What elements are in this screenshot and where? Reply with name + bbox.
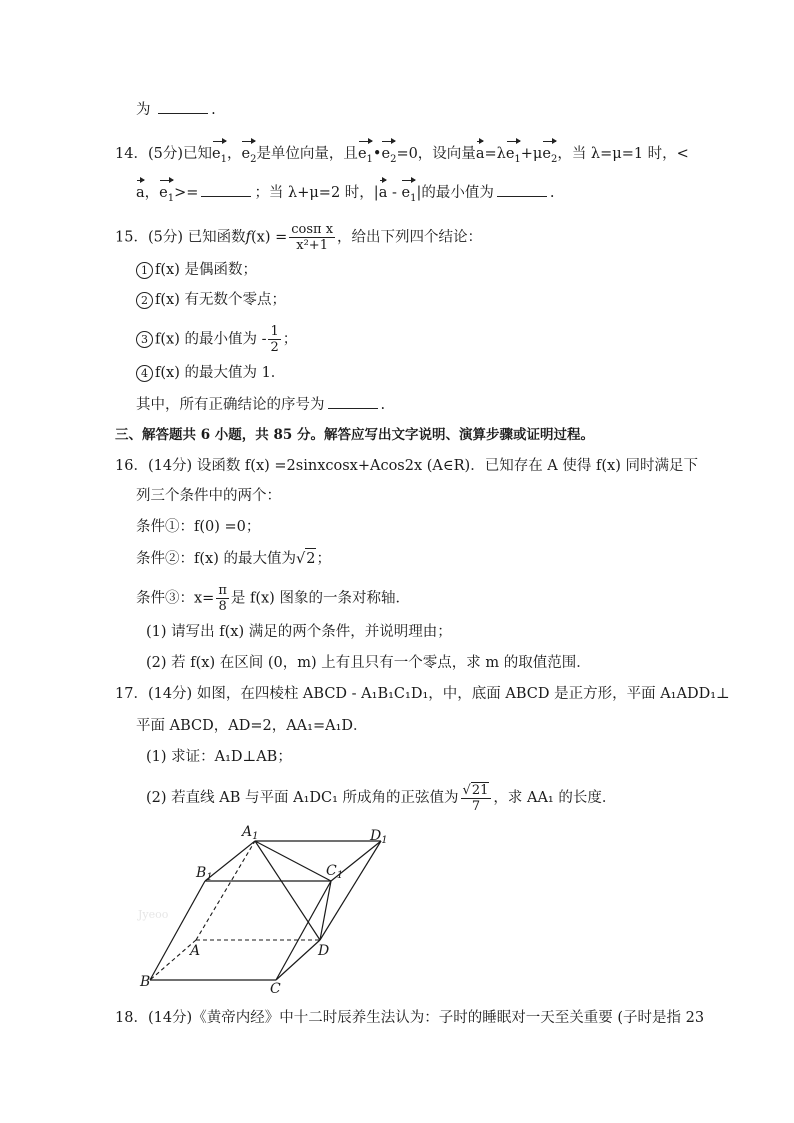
label-B: B (140, 974, 151, 990)
section-heading: 三、解答题共 6 小题，共 85 分。解答应写出文字说明、演算步骤或证明过程。 (115, 427, 594, 443)
q15-question: 其中，所有正确结论的序号为 . (136, 397, 386, 413)
vector-e1: $e_1$ (401, 177, 416, 209)
vector-e2: $e_2$ (542, 138, 557, 170)
vector-e1: $e_1$ (506, 138, 521, 170)
label-C: C (270, 981, 281, 995)
vector-a: a (476, 138, 485, 164)
function-fraction: $\frac{\text{cosπ x}}{\text{x²+1}}$ (291, 222, 334, 253)
q15-conclusion-2: 2 f(x) 有无数个零点； (136, 290, 286, 310)
q17-line-1: 17．(14分) 如图，在四棱柱 ABCD - A₁B₁C₁D₁，中，底面 ABCD 是正方形，平面 A₁ADD₁⊥ (115, 686, 730, 702)
label-A1: $A_1$ (242, 824, 259, 842)
label-B1: $B_1$ (196, 865, 213, 883)
q18-line-1: 18．(14分)《黄帝内经》中十二时辰养生法认为：子时的睡眠对一天至关重要 (子时是指 23 (115, 1010, 705, 1026)
q16-condition-2: 条件②：f(x) 的最大值为√2； (136, 548, 331, 569)
prism-figure (130, 820, 400, 995)
q15-conclusion-4: 4 f(x) 的最大值为 1． (136, 363, 285, 383)
fraction-pi-8: $\frac{\pi}{8}$ (218, 583, 227, 614)
vector-a: a (379, 177, 388, 203)
q14-line-2: a，$e_1>=$ ；当 λ+μ=2 时，$|a - e_1|$的最小值为 . (136, 177, 554, 209)
circled-number-2: 2 (136, 292, 153, 309)
vector-a: a (136, 177, 145, 203)
answer-blank (158, 101, 208, 114)
circled-number-4: 4 (136, 365, 153, 382)
q17-part-1: (1) 求证：A₁D⊥AB； (146, 749, 292, 765)
watermark: Jyeoo (138, 908, 169, 921)
vector-e1: $e_1$ (212, 138, 227, 170)
q17-part-2: (2) 若直线 AB 与平面 A₁DC₁ 所成角的正弦值为 $\frac{√21}{7}$ ，求 AA₁ 的长度． (146, 783, 617, 814)
label-A: A (190, 943, 201, 959)
q14-line-1: 14．(5分)已知$e_1$，$e_2$是单位向量，且$e_1•e_2=0$，设向量$a=\lambda e_1+\mu e_2$，当 λ=μ=1 时，< (115, 138, 689, 170)
q16-condition-1: 条件①：f(0) =0； (136, 519, 261, 535)
circled-number-1: 1 (136, 262, 153, 279)
q16-condition-3: 条件③：x= $\frac{\pi}{8}$ 是 f(x) 图象的一条对称轴． (136, 583, 410, 614)
circled-number-3: 3 (136, 331, 153, 348)
q15-line-1: 15．(5分) 已知函数f(x) = $\frac{\text{cosπ x}}{\text{x²+1}}$ ，给出下列四个结论： (115, 222, 483, 253)
label-D: D (318, 943, 330, 959)
q16-line-2: 列三个条件中的两个： (136, 488, 281, 504)
q16-part-2: (2) 若 f(x) 在区间 (0，m) 上有且只有一个零点，求 m 的取值范围． (146, 655, 591, 671)
fraction-sqrt21-7: $\frac{√21}{7}$ (461, 782, 492, 814)
vector-e2: $e_2$ (381, 138, 396, 170)
label-C1: $C_1$ (326, 863, 344, 881)
label-D1: $D_1$ (370, 828, 388, 846)
q16-part-1: (1) 请写出 f(x) 满足的两个条件，并说明理由； (146, 624, 452, 640)
answer-blank (201, 184, 251, 197)
q15-conclusion-3: 3 f(x) 的最小值为 - $\frac{1}{2}$ ； (136, 324, 297, 355)
q16-line-1: 16．(14分) 设函数 f(x) =2sinxcosx+Acos2x (A∈R)．已知存在 A 使得 f(x) 同时满足下 (115, 458, 698, 474)
answer-blank (328, 396, 378, 409)
fraction-half: $\frac{1}{2}$ (270, 324, 279, 355)
vector-e1: $e_1$ (159, 177, 174, 209)
q15-conclusion-1: 1 f(x) 是偶函数； (136, 260, 257, 280)
vector-e1: $e_1$ (358, 138, 373, 170)
vector-e2: $e_2$ (241, 138, 256, 170)
q17-line-2: 平面 ABCD，AD=2，AA₁=A₁D． (136, 718, 368, 734)
q13-tail: 为 . (136, 102, 216, 118)
answer-blank (497, 184, 547, 197)
